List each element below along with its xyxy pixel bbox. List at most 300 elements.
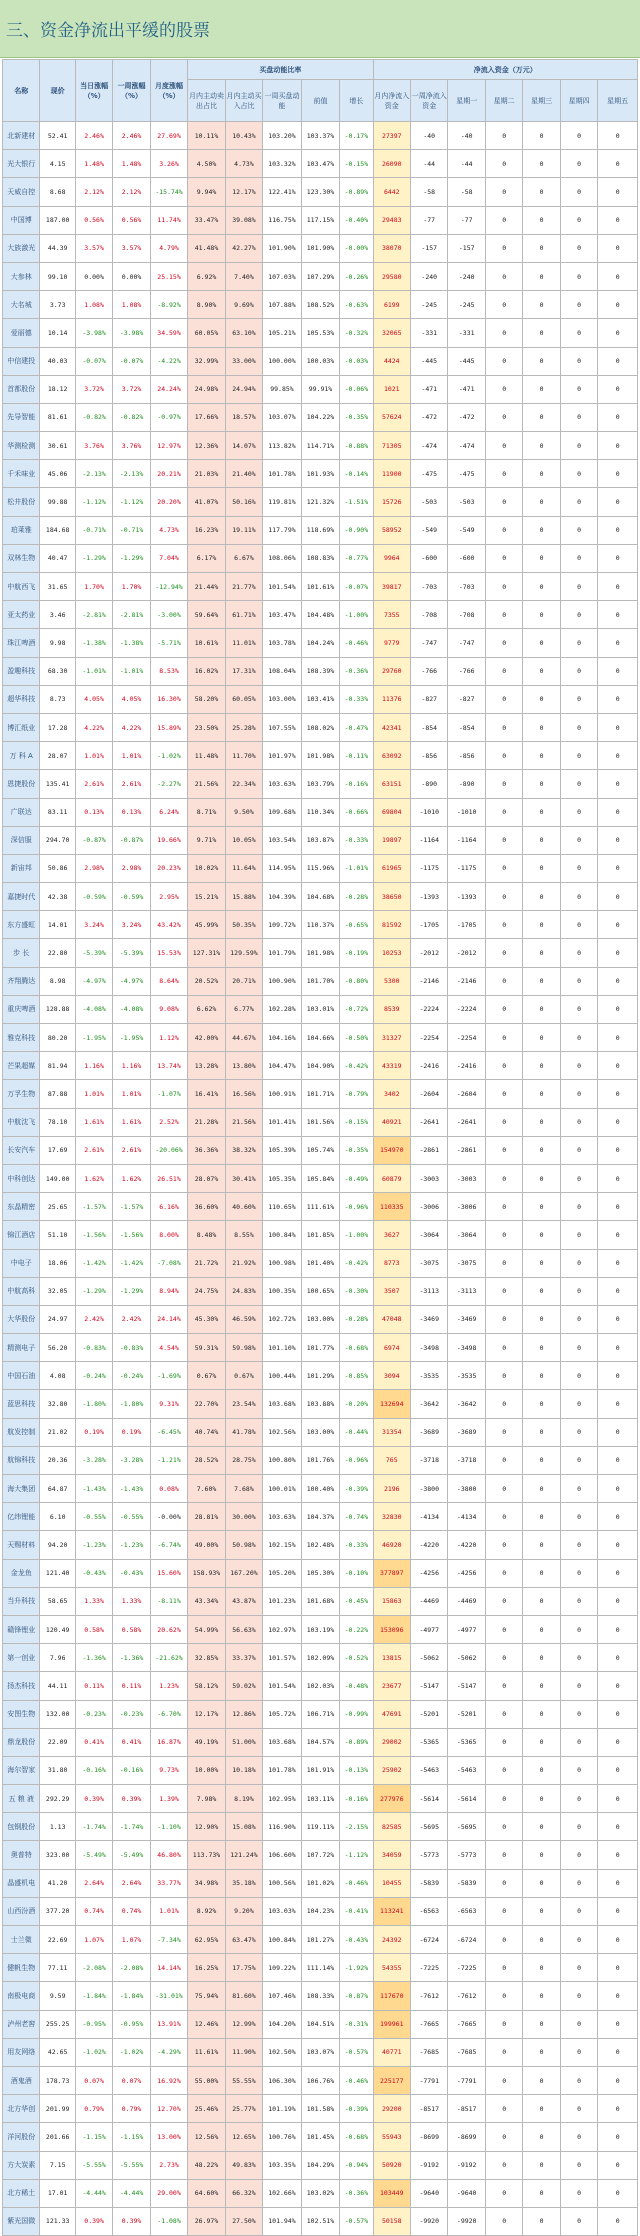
cell-fri-inflow: 0	[598, 1700, 638, 1728]
cell-week-momentum: 102.28%	[263, 995, 302, 1023]
cell-fri-inflow: 0	[598, 1334, 638, 1362]
cell-active-sell-ratio: 75.94%	[188, 1982, 225, 2010]
cell-growth: -0.42%	[340, 1249, 373, 1277]
cell-prev-value: 101.91%	[301, 1756, 340, 1784]
table-row	[3, 685, 638, 713]
cell-stock-name: 步 长	[3, 939, 40, 967]
cell-active-sell-ratio: 10.11%	[188, 122, 225, 150]
cell-week-net-inflow: -890	[411, 770, 448, 798]
cell-wed-inflow: 0	[523, 516, 560, 544]
cell-week-change: -1.80%	[113, 1390, 150, 1418]
cell-mon-inflow: -5463	[448, 1756, 485, 1784]
cell-wed-inflow: 0	[523, 291, 560, 319]
cell-month-net-inflow: 42341	[373, 713, 410, 741]
cell-week-change: -0.82%	[113, 403, 150, 431]
cell-week-momentum: 114.95%	[263, 854, 302, 882]
cell-thu-inflow: 0	[560, 967, 597, 995]
cell-month-net-inflow: 19897	[373, 826, 410, 854]
cell-price: 32.05	[40, 1277, 75, 1305]
cell-month-net-inflow: 5300	[373, 967, 410, 995]
cell-week-change: 1.07%	[113, 1926, 150, 1954]
cell-month-change: 33.77%	[150, 1869, 187, 1897]
cell-wed-inflow: 0	[523, 995, 560, 1023]
cell-growth: -0.80%	[340, 967, 373, 995]
cell-month-net-inflow: 8539	[373, 995, 410, 1023]
cell-week-momentum: 101.54%	[263, 573, 302, 601]
cell-day-change: -4.97%	[75, 967, 112, 995]
cell-active-buy-ratio: 6.67%	[225, 544, 262, 572]
cell-price: 292.29	[40, 1785, 75, 1813]
cell-fri-inflow: 0	[598, 1390, 638, 1418]
cell-week-net-inflow: -3075	[411, 1249, 448, 1277]
cell-thu-inflow: 0	[560, 1024, 597, 1052]
cell-active-buy-ratio: 41.78%	[225, 1418, 262, 1446]
cell-fri-inflow: 0	[598, 1446, 638, 1474]
cell-mon-inflow: -4220	[448, 1531, 485, 1559]
cell-tue-inflow: 0	[485, 375, 522, 403]
cell-price: 201.66	[40, 2123, 75, 2151]
cell-day-change: -0.43%	[75, 1559, 112, 1587]
cell-week-change: 1.01%	[113, 1080, 150, 1108]
cell-day-change: 1.62%	[75, 1164, 112, 1192]
cell-price: 50.86	[40, 854, 75, 882]
table-row	[3, 798, 638, 826]
cell-growth: -0.79%	[340, 1080, 373, 1108]
cell-day-change: 3.72%	[75, 375, 112, 403]
cell-active-buy-ratio: 35.18%	[225, 1869, 262, 1897]
cell-week-net-inflow: -5773	[411, 1841, 448, 1869]
cell-growth: -1.01%	[340, 854, 373, 882]
table-row	[3, 1869, 638, 1897]
cell-wed-inflow: 0	[523, 854, 560, 882]
cell-prev-value: 103.02%	[301, 2179, 340, 2207]
cell-week-change: -0.87%	[113, 826, 150, 854]
cell-price: 28.07	[40, 742, 75, 770]
cell-week-net-inflow: -331	[411, 319, 448, 347]
cell-tue-inflow: 0	[485, 1982, 522, 2010]
cell-wed-inflow: 0	[523, 1531, 560, 1559]
cell-prev-value: 104.24%	[301, 629, 340, 657]
cell-price: 42.65	[40, 2038, 75, 2066]
cell-tue-inflow: 0	[485, 1813, 522, 1841]
cell-wed-inflow: 0	[523, 2066, 560, 2094]
cell-week-change: -2.08%	[113, 1954, 150, 1982]
table-row	[3, 1954, 638, 1982]
cell-week-change: -0.59%	[113, 883, 150, 911]
cell-wed-inflow: 0	[523, 375, 560, 403]
cell-week-net-inflow: -3718	[411, 1446, 448, 1474]
cell-tue-inflow: 0	[485, 883, 522, 911]
cell-week-net-inflow: -747	[411, 629, 448, 657]
cell-thu-inflow: 0	[560, 573, 597, 601]
cell-prev-value: 123.30%	[301, 178, 340, 206]
cell-active-buy-ratio: 61.71%	[225, 601, 262, 629]
cell-stock-name: 万 科 A	[3, 742, 40, 770]
cell-active-sell-ratio: 54.99%	[188, 1615, 225, 1643]
cell-tue-inflow: 0	[485, 1700, 522, 1728]
cell-day-change: -2.13%	[75, 460, 112, 488]
cell-price: 78.10	[40, 1108, 75, 1136]
cell-fri-inflow: 0	[598, 573, 638, 601]
cell-growth: -1.12%	[340, 1841, 373, 1869]
cell-day-change: 0.58%	[75, 1615, 112, 1643]
cell-day-change: 1.07%	[75, 1926, 112, 1954]
cell-active-buy-ratio: 81.60%	[225, 1982, 262, 2010]
cell-mon-inflow: -708	[448, 601, 485, 629]
cell-active-sell-ratio: 158.93%	[188, 1559, 225, 1587]
cell-month-change: -4.29%	[150, 2038, 187, 2066]
cell-week-momentum: 102.72%	[263, 1305, 302, 1333]
cell-fri-inflow: 0	[598, 1136, 638, 1164]
cell-day-change: -0.83%	[75, 1334, 112, 1362]
cell-mon-inflow: -2224	[448, 995, 485, 1023]
cell-wed-inflow: 0	[523, 1587, 560, 1615]
cell-day-change: 2.98%	[75, 854, 112, 882]
cell-active-sell-ratio: 8.48%	[188, 1221, 225, 1249]
cell-week-change: 0.39%	[113, 2207, 150, 2235]
cell-week-net-inflow: -4977	[411, 1615, 448, 1643]
cell-prev-value: 107.72%	[301, 1841, 340, 1869]
cell-month-change: -1.21%	[150, 1446, 187, 1474]
cell-mon-inflow: -3006	[448, 1193, 485, 1221]
cell-week-net-inflow: -157	[411, 234, 448, 262]
cell-tue-inflow: 0	[485, 1305, 522, 1333]
cell-prev-value: 104.68%	[301, 883, 340, 911]
cell-tue-inflow: 0	[485, 1644, 522, 1672]
cell-week-momentum: 105.35%	[263, 1164, 302, 1192]
cell-thu-inflow: 0	[560, 1644, 597, 1672]
cell-active-sell-ratio: 21.28%	[188, 1108, 225, 1136]
table-row	[3, 713, 638, 741]
cell-mon-inflow: -503	[448, 488, 485, 516]
cell-week-net-inflow: -77	[411, 206, 448, 234]
cell-active-buy-ratio: 16.56%	[225, 1080, 262, 1108]
cell-week-net-inflow: -471	[411, 375, 448, 403]
cell-mon-inflow: -827	[448, 685, 485, 713]
cell-week-net-inflow: -2641	[411, 1108, 448, 1136]
cell-month-change: 9.08%	[150, 995, 187, 1023]
cell-active-buy-ratio: 44.67%	[225, 1024, 262, 1052]
cell-active-sell-ratio: 36.60%	[188, 1193, 225, 1221]
cell-stock-name: 晶盛机电	[3, 1869, 40, 1897]
cell-active-sell-ratio: 11.61%	[188, 2038, 225, 2066]
cell-thu-inflow: 0	[560, 291, 597, 319]
cell-tue-inflow: 0	[485, 1559, 522, 1587]
cell-prev-value: 101.61%	[301, 573, 340, 601]
cell-week-change: 0.74%	[113, 1897, 150, 1925]
table-row	[3, 770, 638, 798]
cell-prev-value: 101.90%	[301, 234, 340, 262]
cell-week-change: 0.79%	[113, 2095, 150, 2123]
cell-growth: -0.15%	[340, 1108, 373, 1136]
cell-stock-name: 新宙邦	[3, 854, 40, 882]
cell-active-buy-ratio: 10.18%	[225, 1756, 262, 1784]
cell-price: 4.08	[40, 1362, 75, 1390]
cell-day-change: -1.36%	[75, 1644, 112, 1672]
cell-mon-inflow: -703	[448, 573, 485, 601]
cell-price: 8.98	[40, 967, 75, 995]
cell-day-change: -4.44%	[75, 2179, 112, 2207]
cell-active-buy-ratio: 33.00%	[225, 347, 262, 375]
cell-stock-name: 北新建材	[3, 122, 40, 150]
cell-price: 32.80	[40, 1390, 75, 1418]
cell-price: 17.69	[40, 1136, 75, 1164]
cell-day-change: 3.57%	[75, 234, 112, 262]
cell-growth: -0.28%	[340, 1305, 373, 1333]
cell-fri-inflow: 0	[598, 234, 638, 262]
cell-thu-inflow: 0	[560, 1926, 597, 1954]
cell-thu-inflow: 0	[560, 1080, 597, 1108]
cell-fri-inflow: 0	[598, 432, 638, 460]
cell-week-net-inflow: -503	[411, 488, 448, 516]
cell-fri-inflow: 0	[598, 2095, 638, 2123]
cell-thu-inflow: 0	[560, 432, 597, 460]
cell-mon-inflow: -44	[448, 150, 485, 178]
cell-wed-inflow: 0	[523, 1305, 560, 1333]
cell-tue-inflow: 0	[485, 1475, 522, 1503]
cell-wed-inflow: 0	[523, 544, 560, 572]
cell-day-change: -1.74%	[75, 1813, 112, 1841]
cell-growth: -0.42%	[340, 1052, 373, 1080]
page-title-bar	[0, 0, 640, 58]
cell-wed-inflow: 0	[523, 1897, 560, 1925]
cell-month-net-inflow: 29580	[373, 262, 410, 290]
cell-active-sell-ratio: 7.98%	[188, 1785, 225, 1813]
cell-wed-inflow: 0	[523, 1277, 560, 1305]
table-row	[3, 319, 638, 347]
cell-active-buy-ratio: 7.68%	[225, 1475, 262, 1503]
cell-thu-inflow: 0	[560, 488, 597, 516]
cell-week-net-inflow: -445	[411, 347, 448, 375]
cell-week-momentum: 106.30%	[263, 2066, 302, 2094]
cell-week-net-inflow: -4220	[411, 1531, 448, 1559]
cell-week-change: -5.49%	[113, 1841, 150, 1869]
cell-month-change: -8.11%	[150, 1587, 187, 1615]
cell-week-change: -0.23%	[113, 1700, 150, 1728]
cell-growth: -0.89%	[340, 1728, 373, 1756]
cell-day-change: 0.07%	[75, 2066, 112, 2094]
cell-day-change: 0.41%	[75, 1728, 112, 1756]
cell-week-momentum: 100.84%	[263, 1221, 302, 1249]
cell-day-change: -0.07%	[75, 347, 112, 375]
col-mon: 星期一	[448, 80, 485, 122]
cell-growth: -0.89%	[340, 178, 373, 206]
cell-week-net-inflow: -1393	[411, 883, 448, 911]
cell-growth: -0.47%	[340, 713, 373, 741]
cell-price: 255.25	[40, 2010, 75, 2038]
cell-week-net-inflow: -472	[411, 403, 448, 431]
cell-fri-inflow: 0	[598, 601, 638, 629]
cell-week-net-inflow: -7225	[411, 1954, 448, 1982]
cell-mon-inflow: -5839	[448, 1869, 485, 1897]
cell-mon-inflow: -475	[448, 460, 485, 488]
cell-day-change: -5.39%	[75, 939, 112, 967]
cell-week-momentum: 100.90%	[263, 967, 302, 995]
cell-week-change: -4.97%	[113, 967, 150, 995]
cell-active-buy-ratio: 21.56%	[225, 1108, 262, 1136]
cell-wed-inflow: 0	[523, 1785, 560, 1813]
cell-fri-inflow: 0	[598, 1362, 638, 1390]
cell-price: 121.40	[40, 1559, 75, 1587]
cell-price: 31.65	[40, 573, 75, 601]
cell-active-sell-ratio: 60.05%	[188, 319, 225, 347]
cell-wed-inflow: 0	[523, 1672, 560, 1700]
cell-week-change: -1.23%	[113, 1531, 150, 1559]
cell-stock-name: 大族激光	[3, 234, 40, 262]
table-row	[3, 1982, 638, 2010]
cell-week-momentum: 101.78%	[263, 1756, 302, 1784]
cell-wed-inflow: 0	[523, 1052, 560, 1080]
cell-week-net-inflow: -766	[411, 657, 448, 685]
cell-active-buy-ratio: 43.87%	[225, 1587, 262, 1615]
cell-active-buy-ratio: 12.17%	[225, 178, 262, 206]
cell-tue-inflow: 0	[485, 1052, 522, 1080]
cell-week-net-inflow: -4469	[411, 1587, 448, 1615]
cell-price: 18.12	[40, 375, 75, 403]
cell-thu-inflow: 0	[560, 798, 597, 826]
cell-month-change: 11.74%	[150, 206, 187, 234]
cell-price: 7.15	[40, 2151, 75, 2179]
cell-week-change: 0.11%	[113, 1672, 150, 1700]
cell-price: 44.39	[40, 234, 75, 262]
cell-thu-inflow: 0	[560, 854, 597, 882]
cell-month-change: -1.02%	[150, 742, 187, 770]
cell-thu-inflow: 0	[560, 657, 597, 685]
cell-mon-inflow: -2604	[448, 1080, 485, 1108]
cell-day-change: 0.74%	[75, 1897, 112, 1925]
cell-thu-inflow: 0	[560, 1869, 597, 1897]
cell-month-net-inflow: 23677	[373, 1672, 410, 1700]
cell-week-momentum: 110.65%	[263, 1193, 302, 1221]
cell-growth: -0.63%	[340, 291, 373, 319]
cell-month-net-inflow: 32830	[373, 1503, 410, 1531]
cell-stock-name: 蓝思科技	[3, 1390, 40, 1418]
cell-prev-value: 100.03%	[301, 347, 340, 375]
cell-price: 99.88	[40, 488, 75, 516]
cell-month-net-inflow: 63151	[373, 770, 410, 798]
cell-mon-inflow: -77	[448, 206, 485, 234]
cell-week-change: 2.61%	[113, 770, 150, 798]
cell-active-sell-ratio: 6.17%	[188, 544, 225, 572]
cell-active-buy-ratio: 11.70%	[225, 742, 262, 770]
cell-active-sell-ratio: 36.36%	[188, 1136, 225, 1164]
cell-growth: -0.16%	[340, 770, 373, 798]
cell-day-change: 1.33%	[75, 1587, 112, 1615]
cell-month-change: 24.14%	[150, 1305, 187, 1333]
cell-fri-inflow: 0	[598, 1164, 638, 1192]
cell-wed-inflow: 0	[523, 347, 560, 375]
cell-active-sell-ratio: 15.21%	[188, 883, 225, 911]
cell-week-net-inflow: -5062	[411, 1644, 448, 1672]
table-row	[3, 1136, 638, 1164]
cell-fri-inflow: 0	[598, 2207, 638, 2235]
cell-thu-inflow: 0	[560, 883, 597, 911]
cell-tue-inflow: 0	[485, 516, 522, 544]
table-row	[3, 2010, 638, 2038]
cell-active-sell-ratio: 34.98%	[188, 1869, 225, 1897]
cell-prev-value: 106.76%	[301, 2066, 340, 2094]
cell-stock-name: 酒鬼酒	[3, 2066, 40, 2094]
cell-mon-inflow: -1393	[448, 883, 485, 911]
cell-growth: -0.96%	[340, 1446, 373, 1474]
cell-month-change: 3.26%	[150, 150, 187, 178]
cell-active-buy-ratio: 12.99%	[225, 2010, 262, 2038]
cell-active-buy-ratio: 21.40%	[225, 460, 262, 488]
table-row	[3, 1728, 638, 1756]
cell-mon-inflow: -240	[448, 262, 485, 290]
cell-mon-inflow: -3689	[448, 1418, 485, 1446]
cell-growth: -0.49%	[340, 1164, 373, 1192]
cell-month-change: -5.71%	[150, 629, 187, 657]
table-row	[3, 1475, 638, 1503]
cell-active-buy-ratio: 30.00%	[225, 1503, 262, 1531]
cell-prev-value: 101.98%	[301, 742, 340, 770]
cell-thu-inflow: 0	[560, 1277, 597, 1305]
cell-active-buy-ratio: 121.24%	[225, 1841, 262, 1869]
cell-thu-inflow: 0	[560, 544, 597, 572]
cell-wed-inflow: 0	[523, 1954, 560, 1982]
cell-active-buy-ratio: 42.27%	[225, 234, 262, 262]
cell-wed-inflow: 0	[523, 1418, 560, 1446]
cell-price: 20.36	[40, 1446, 75, 1474]
cell-week-net-inflow: -245	[411, 291, 448, 319]
cell-wed-inflow: 0	[523, 1700, 560, 1728]
cell-week-change: 1.16%	[113, 1052, 150, 1080]
cell-month-net-inflow: 9779	[373, 629, 410, 657]
cell-active-buy-ratio: 10.05%	[225, 826, 262, 854]
cell-fri-inflow: 0	[598, 1080, 638, 1108]
cell-thu-inflow: 0	[560, 685, 597, 713]
cell-stock-name: 天威自控	[3, 178, 40, 206]
cell-prev-value: 110.34%	[301, 798, 340, 826]
cell-mon-inflow: -7791	[448, 2066, 485, 2094]
cell-week-change: -1.84%	[113, 1982, 150, 2010]
cell-active-buy-ratio: 25.77%	[225, 2095, 262, 2123]
cell-week-momentum: 122.41%	[263, 178, 302, 206]
cell-wed-inflow: 0	[523, 601, 560, 629]
cell-day-change: -3.28%	[75, 1446, 112, 1474]
cell-mon-inflow: -9920	[448, 2207, 485, 2235]
cell-day-change: -0.23%	[75, 1700, 112, 1728]
cell-active-buy-ratio: 11.64%	[225, 854, 262, 882]
cell-prev-value: 102.51%	[301, 2207, 340, 2235]
cell-stock-name: 中国博	[3, 206, 40, 234]
cell-tue-inflow: 0	[485, 601, 522, 629]
cell-week-change: -2.13%	[113, 460, 150, 488]
cell-day-change: -1.57%	[75, 1193, 112, 1221]
cell-mon-inflow: -9640	[448, 2179, 485, 2207]
cell-active-buy-ratio: 10.43%	[225, 122, 262, 150]
cell-active-buy-ratio: 129.59%	[225, 939, 262, 967]
cell-month-net-inflow: 61965	[373, 854, 410, 882]
cell-fri-inflow: 0	[598, 1305, 638, 1333]
cell-week-momentum: 108.06%	[263, 544, 302, 572]
cell-mon-inflow: -890	[448, 770, 485, 798]
cell-week-momentum: 113.82%	[263, 432, 302, 460]
cell-stock-name: 万孚生物	[3, 1080, 40, 1108]
cell-active-buy-ratio: 39.08%	[225, 206, 262, 234]
cell-fri-inflow: 0	[598, 2066, 638, 2094]
cell-month-change: 20.62%	[150, 1615, 187, 1643]
table-row	[3, 1587, 638, 1615]
cell-active-sell-ratio: 41.48%	[188, 234, 225, 262]
cell-mon-inflow: -3718	[448, 1446, 485, 1474]
cell-active-sell-ratio: 12.36%	[188, 432, 225, 460]
cell-tue-inflow: 0	[485, 798, 522, 826]
cell-week-net-inflow: -8517	[411, 2095, 448, 2123]
cell-tue-inflow: 0	[485, 1728, 522, 1756]
cell-day-change: 0.13%	[75, 798, 112, 826]
